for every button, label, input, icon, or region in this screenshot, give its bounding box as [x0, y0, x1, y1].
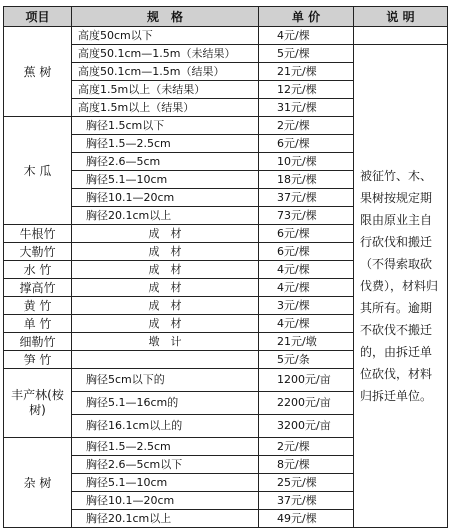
note-blank-top: [354, 27, 448, 45]
spec-cell: 成 材: [72, 243, 259, 261]
spec-cell: 胸径10.1—20cm: [72, 189, 259, 207]
header-item: 项目: [4, 7, 72, 27]
spec-cell: 胸径20.1cm以上: [72, 510, 259, 528]
item-name: 单 竹: [4, 315, 72, 333]
price-cell: 37元/棵: [259, 492, 354, 510]
price-cell: 25元/棵: [259, 474, 354, 492]
item-name: 大勒竹: [4, 243, 72, 261]
spec-cell: 高度50.1cm—1.5m（未结果）: [72, 45, 259, 63]
item-name: 黄 竹: [4, 297, 72, 315]
price-cell: 21元/棵: [259, 63, 354, 81]
table-row: [4, 27, 448, 45]
spec-cell: 胸径2.6—5cm: [72, 153, 259, 171]
table-body: [4, 27, 448, 528]
spec-cell: 胸径10.1—20cm: [72, 492, 259, 510]
price-cell: 12元/棵: [259, 81, 354, 99]
spec-cell: 胸径5cm以下的: [72, 369, 259, 392]
spec-cell: 高度50cm以下: [72, 27, 259, 45]
spec-cell: 胸径16.1cm以上的: [72, 415, 259, 438]
item-name: 牛根竹: [4, 225, 72, 243]
compensation-price-table: [3, 6, 448, 528]
spec-cell: 胸径1.5—2.5cm: [72, 135, 259, 153]
spec-cell: 成 材: [72, 225, 259, 243]
spec-cell: 成 材: [72, 279, 259, 297]
price-cell: 49元/棵: [259, 510, 354, 528]
spec-cell: 墩 计: [72, 333, 259, 351]
spec-cell: 高度50.1cm—1.5m（结果）: [72, 63, 259, 81]
item-name: 木 瓜: [4, 117, 72, 225]
price-cell: 5元/棵: [259, 45, 354, 63]
price-cell: 4元/棵: [259, 27, 354, 45]
spec-cell: 胸径2.6—5cm以下: [72, 456, 259, 474]
price-cell: 3200元/亩: [259, 415, 354, 438]
price-cell: 21元/墩: [259, 333, 354, 351]
spec-cell: 胸径5.1—10cm: [72, 171, 259, 189]
header-spec: 规 格: [72, 7, 259, 27]
spec-cell: 高度1.5m以上（未结果）: [72, 81, 259, 99]
price-cell: 73元/棵: [259, 207, 354, 225]
price-cell: 4元/棵: [259, 261, 354, 279]
spec-cell: [72, 351, 259, 369]
price-cell: 5元/条: [259, 351, 354, 369]
spec-cell: 胸径20.1cm以上: [72, 207, 259, 225]
price-cell: 3元/棵: [259, 297, 354, 315]
price-cell: 2200元/亩: [259, 392, 354, 415]
spec-cell: 胸径5.1—16cm的: [72, 392, 259, 415]
note-cell: 被征竹、木、果树按规定期限由原业主自行砍伐和搬迁（不得索取砍伐费），材料归其所有。逾期不砍伐不搬迁的，由拆迁单位砍伐，材料归拆迁单位。: [354, 45, 448, 528]
item-name: 蕉 树: [4, 27, 72, 117]
price-cell: 6元/棵: [259, 243, 354, 261]
spec-cell: 胸径1.5—2.5cm: [72, 438, 259, 456]
price-cell: 18元/棵: [259, 171, 354, 189]
spec-cell: 胸径1.5cm以下: [72, 117, 259, 135]
header-price: 单 价: [259, 7, 354, 27]
spec-cell: 高度1.5m以上（结果）: [72, 99, 259, 117]
item-name: 丰产林(桉树): [4, 369, 72, 438]
item-name: 水 竹: [4, 261, 72, 279]
table-header-row: [4, 7, 448, 27]
spec-cell: 成 材: [72, 297, 259, 315]
price-cell: 2元/棵: [259, 117, 354, 135]
item-name: 杂 树: [4, 438, 72, 528]
price-cell: 31元/棵: [259, 99, 354, 117]
spec-cell: 胸径5.1—10cm: [72, 474, 259, 492]
price-cell: 6元/棵: [259, 135, 354, 153]
spec-cell: 成 材: [72, 261, 259, 279]
header-note: 说 明: [354, 7, 448, 27]
item-name: 撑高竹: [4, 279, 72, 297]
price-cell: 4元/棵: [259, 279, 354, 297]
price-cell: 37元/棵: [259, 189, 354, 207]
price-cell: 8元/棵: [259, 456, 354, 474]
price-cell: 1200元/亩: [259, 369, 354, 392]
price-cell: 2元/棵: [259, 438, 354, 456]
price-cell: 6元/棵: [259, 225, 354, 243]
price-cell: 4元/棵: [259, 315, 354, 333]
item-name: 笋 竹: [4, 351, 72, 369]
item-name: 细勒竹: [4, 333, 72, 351]
price-cell: 10元/棵: [259, 153, 354, 171]
spec-cell: 成 材: [72, 315, 259, 333]
